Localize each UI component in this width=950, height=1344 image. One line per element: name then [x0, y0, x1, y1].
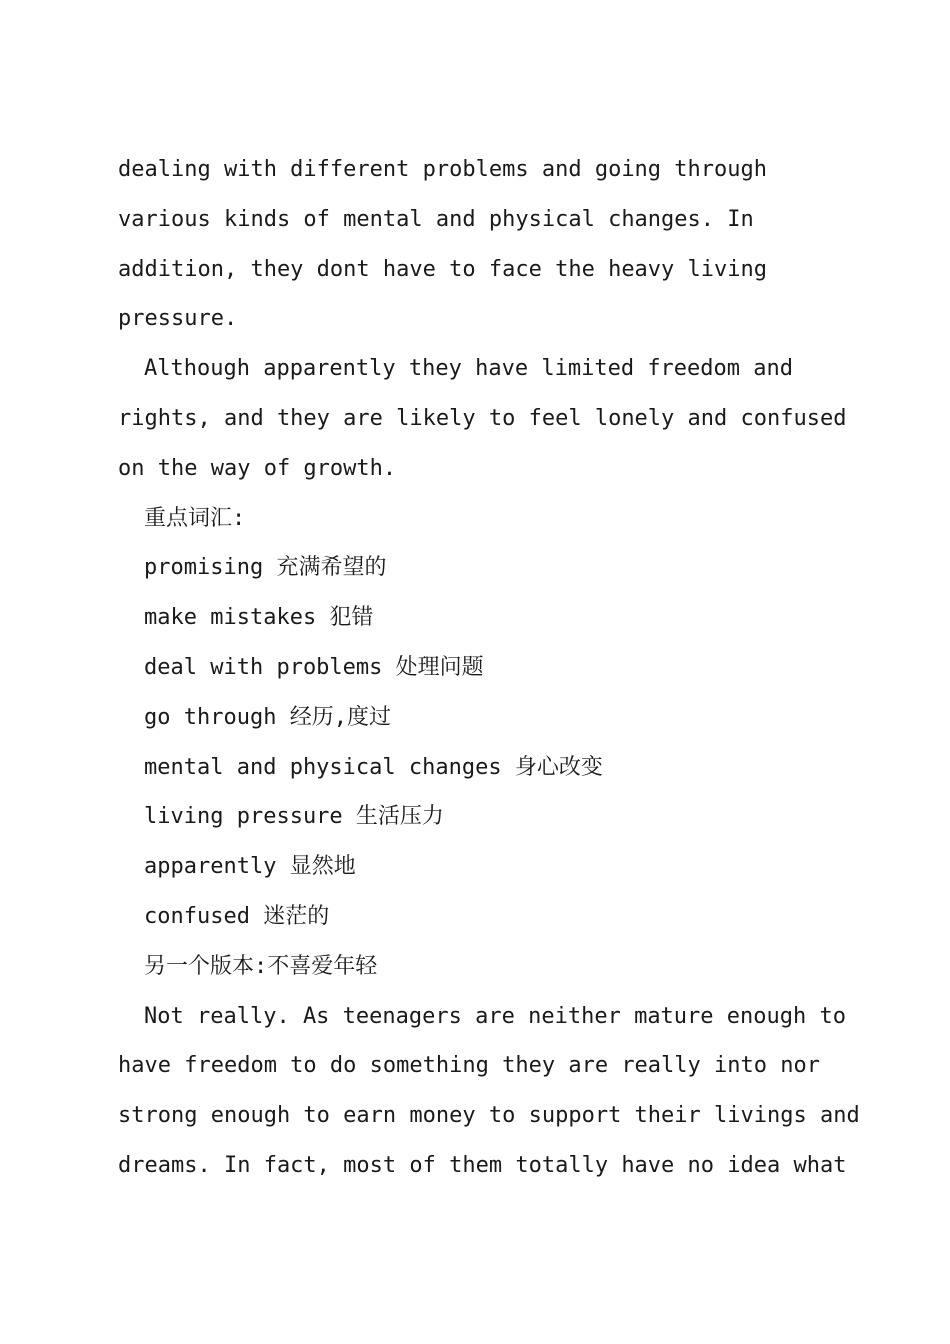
- vocab-list: [118, 543, 858, 941]
- vocab-item: apparently 显然地: [144, 854, 356, 880]
- vocab-item: living pressure 生活压力: [144, 804, 444, 830]
- vocab-item: confused 迷茫的: [144, 903, 330, 929]
- paragraph-line: Not really. As teenagers are neither mature enough to: [144, 1003, 846, 1029]
- vocab-heading: 重点词汇:: [144, 505, 246, 531]
- vocab-item: mental and physical changes 身心改变: [144, 754, 603, 780]
- vocab-item: go through 经历,度过: [144, 704, 391, 730]
- document-body: [118, 145, 858, 1191]
- paragraph-line: rights, and they are likely to feel lonely and confused: [118, 405, 847, 431]
- vocab-item: make mistakes 犯错: [144, 605, 374, 631]
- vocab-item: promising 充满希望的: [144, 555, 387, 581]
- paragraph-line: dreams. In fact, most of them totally have no idea what: [118, 1152, 847, 1178]
- paragraph-line: strong enough to earn money to support their livings and: [118, 1103, 860, 1129]
- paragraph-line: Although apparently they have limited freedom and: [144, 356, 794, 382]
- paragraph-line: various kinds of mental and physical changes. In: [118, 206, 754, 232]
- paragraph-line: on the way of growth.: [118, 455, 397, 481]
- vocab-item: deal with problems 处理问题: [144, 654, 484, 680]
- paragraph-line: dealing with different problems and going through: [118, 157, 768, 182]
- paragraph-2: [118, 344, 858, 493]
- paragraph-3: [118, 992, 858, 1191]
- alt-version-heading: 另一个版本:不喜爱年轻: [144, 953, 378, 979]
- paragraph-1: [118, 145, 858, 344]
- paragraph-line: pressure.: [118, 306, 238, 332]
- paragraph-line: have freedom to do something they are really into nor: [118, 1053, 820, 1079]
- paragraph-line: addition, they dont have to face the heavy living: [118, 256, 768, 282]
